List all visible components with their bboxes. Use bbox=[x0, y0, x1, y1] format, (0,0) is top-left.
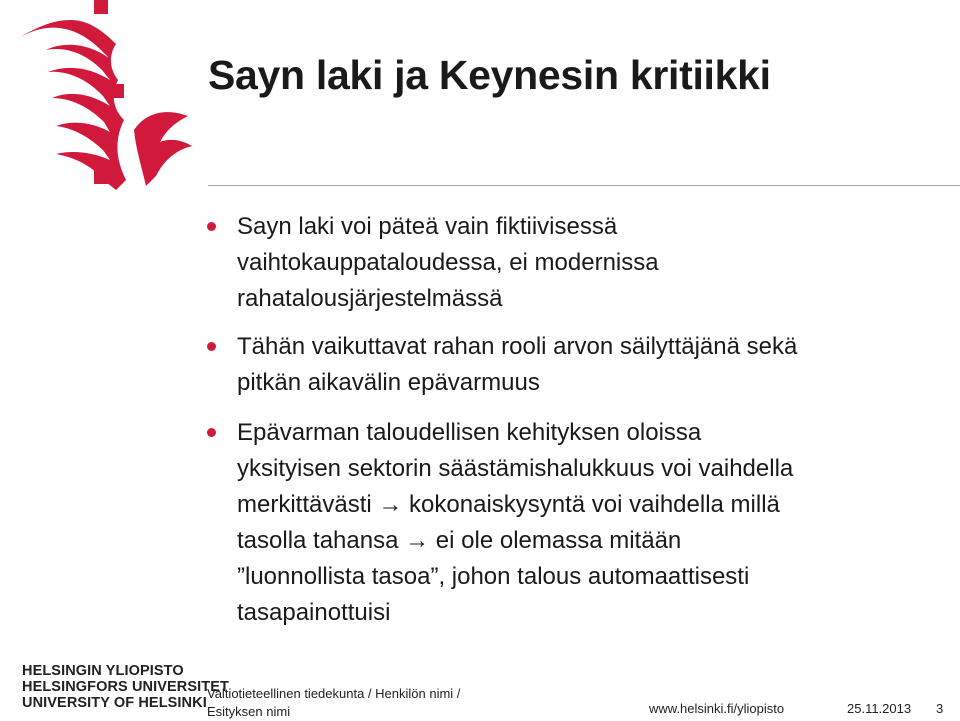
bullet-item bbox=[205, 415, 955, 631]
bullet-line: Epävarman taloudellisen kehityksen oloissa bbox=[237, 419, 702, 446]
bullet-text: ei ole olemassa mitään bbox=[435, 527, 682, 554]
university-name-en: UNIVERSITY OF HELSINKI bbox=[22, 695, 207, 711]
bullet-dot-icon bbox=[207, 342, 216, 351]
slide-title: Sayn laki ja Keynesin kritiikki bbox=[208, 52, 771, 98]
bullet-line bbox=[237, 523, 955, 559]
bullet-line bbox=[237, 487, 955, 523]
flame-logo-icon bbox=[6, 0, 206, 190]
bullet-list bbox=[205, 209, 955, 643]
university-name bbox=[22, 663, 229, 711]
bullet-line: yksityisen sektorin säästämishalukkuus voi vaihdella bbox=[237, 455, 794, 482]
university-name-fi: HELSINGIN YLIOPISTO bbox=[22, 663, 184, 679]
bullet-item bbox=[205, 329, 955, 401]
bullet-text: kokonaiskysyntä voi vaihdella millä bbox=[409, 491, 780, 518]
bullet-text: merkittävästi bbox=[237, 491, 372, 518]
arrow-right-icon: → bbox=[405, 527, 430, 554]
bullet-dot-icon bbox=[207, 222, 216, 231]
footer-presentation-name: Esityksen nimi bbox=[207, 704, 291, 719]
footer-date: 25.11.2013 bbox=[847, 701, 912, 716]
bullet-text: Tähän vaikuttavat rahan rooli arvon säilyttäjänä sekä pitkän aikavälin epävarmuus bbox=[237, 333, 798, 396]
bullet-item bbox=[205, 209, 955, 317]
title-divider bbox=[208, 185, 960, 186]
footer-url: www.helsinki.fi/yliopisto bbox=[649, 701, 785, 716]
bullet-text: Sayn laki voi päteä vain fiktiivisessä vaihtokauppataloudessa, ei modernissa rahatalousjärjestelmässä bbox=[237, 213, 659, 312]
page-number: 3 bbox=[936, 701, 944, 716]
university-name-sv: HELSINGFORS UNIVERSITET bbox=[22, 679, 229, 695]
bullet-line: tasapainottuisi bbox=[237, 599, 391, 626]
bullet-text: tasolla tahansa bbox=[237, 527, 399, 554]
bullet-dot-icon bbox=[207, 428, 216, 437]
bullet-line: ”luonnollista tasoa”, johon talous automaattisesti bbox=[237, 563, 750, 590]
footer-department-line: Valtiotieteellinen tiedekunta / Henkilön nimi / bbox=[207, 686, 461, 701]
arrow-right-icon: → bbox=[378, 491, 403, 518]
